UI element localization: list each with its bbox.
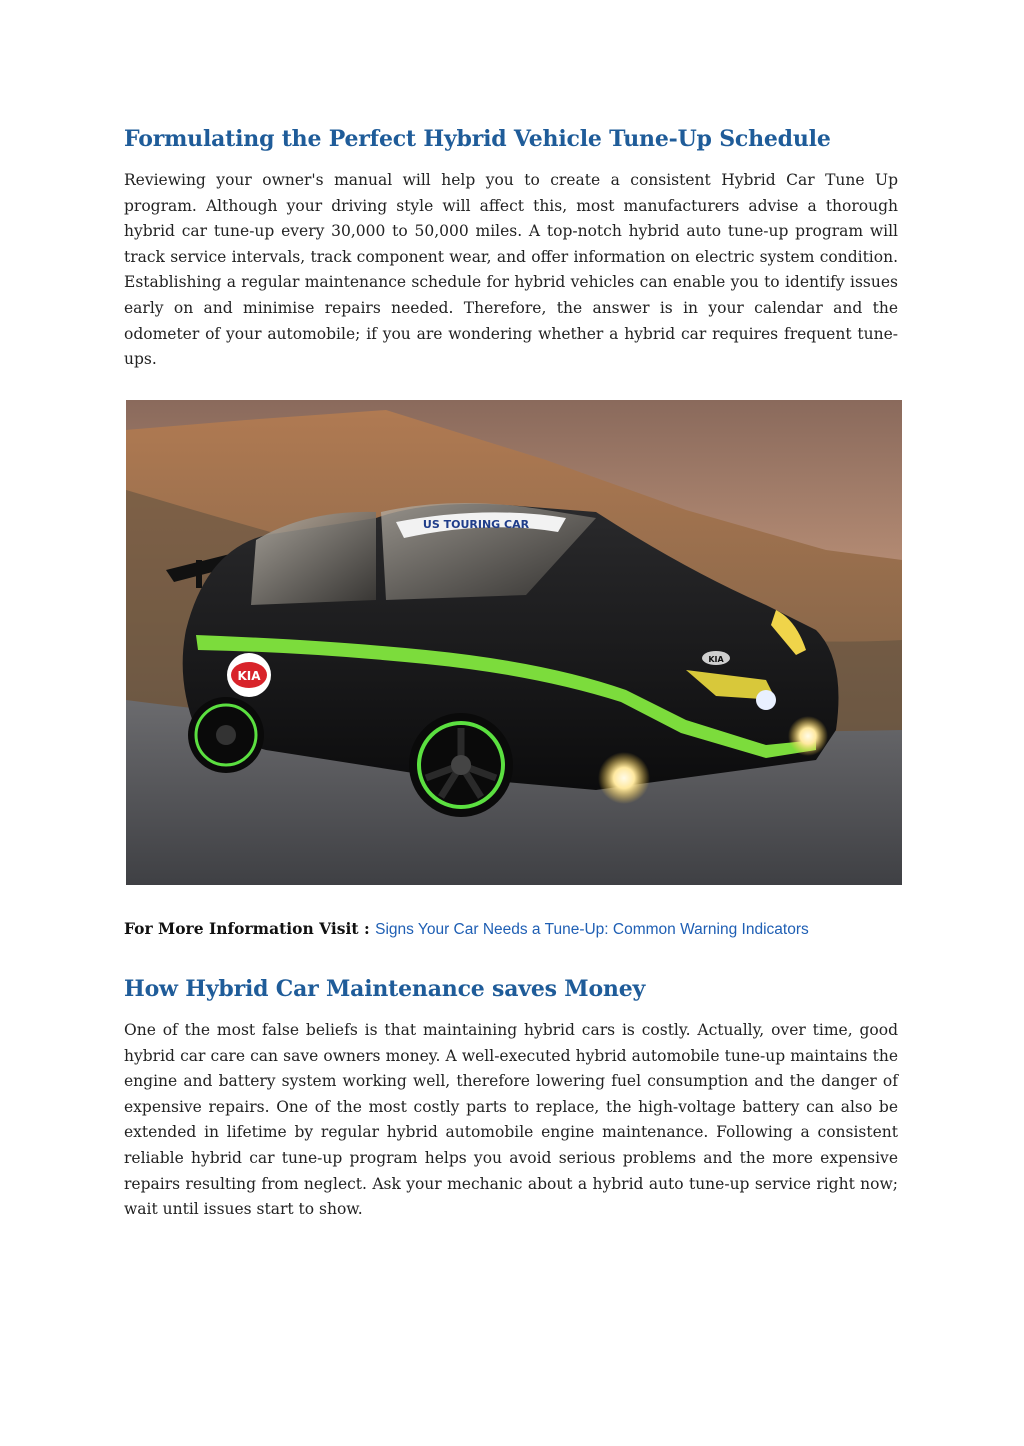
section-paragraph-maintenance-saves-money: One of the most false beliefs is that maintaining hybrid cars is costly. Actually, over time, good hybrid car care can save owners money. A well-executed hybrid automobile tune-up maintains the engine and battery system working well, therefore lowering fuel consumption and the danger of expensive repairs. One of the most costly parts to replace, the high-voltage battery can also be extended in lifetime by regular hybrid automobile engine maintenance. Following a consistent reliable hybrid car tune-up program helps you avoid serious problems and the more expensive repairs resulting from neglect. Ask your mechanic about a hybrid auto tune-up service right now; wait until issues start to show. [124, 1021, 898, 1219]
grille-logo-text: KIA [708, 655, 724, 664]
more-info-link[interactable]: Signs Your Car Needs a Tune-Up: Common Warning Indicators [375, 921, 809, 938]
more-info-label: For More Information Visit : [124, 919, 376, 938]
section-heading-tune-up-schedule: Formulating the Perfect Hybrid Vehicle Tune-Up Schedule [124, 126, 831, 152]
section-paragraph-tune-up-schedule: Reviewing your owner's manual will help you to create a consistent Hybrid Car Tune Up program. Although your driving style will affect this, most manufacturers advise a thorough hybrid car tune-up every 30,000 to 50,000 miles. A top-notch hybrid auto tune-up program will track service intervals, track component wear, and offer information on electric system condition. Establishing a regular maintenance schedule for hybrid vehicles can enable you to identify issues early on and minimise repairs needed. Therefore, the answer is in your calendar and the odometer of your automobile; if you are wondering whether a hybrid car requires frequent tune-ups. [124, 171, 898, 369]
more-info-line [124, 917, 904, 942]
car-photo [126, 400, 902, 885]
car-photo-illustration [126, 400, 902, 885]
door-logo-text: KIA [237, 669, 261, 683]
windshield-banner-text: US TOURING CAR [422, 518, 530, 531]
section-heading-maintenance-saves-money: How Hybrid Car Maintenance saves Money [124, 976, 646, 1002]
